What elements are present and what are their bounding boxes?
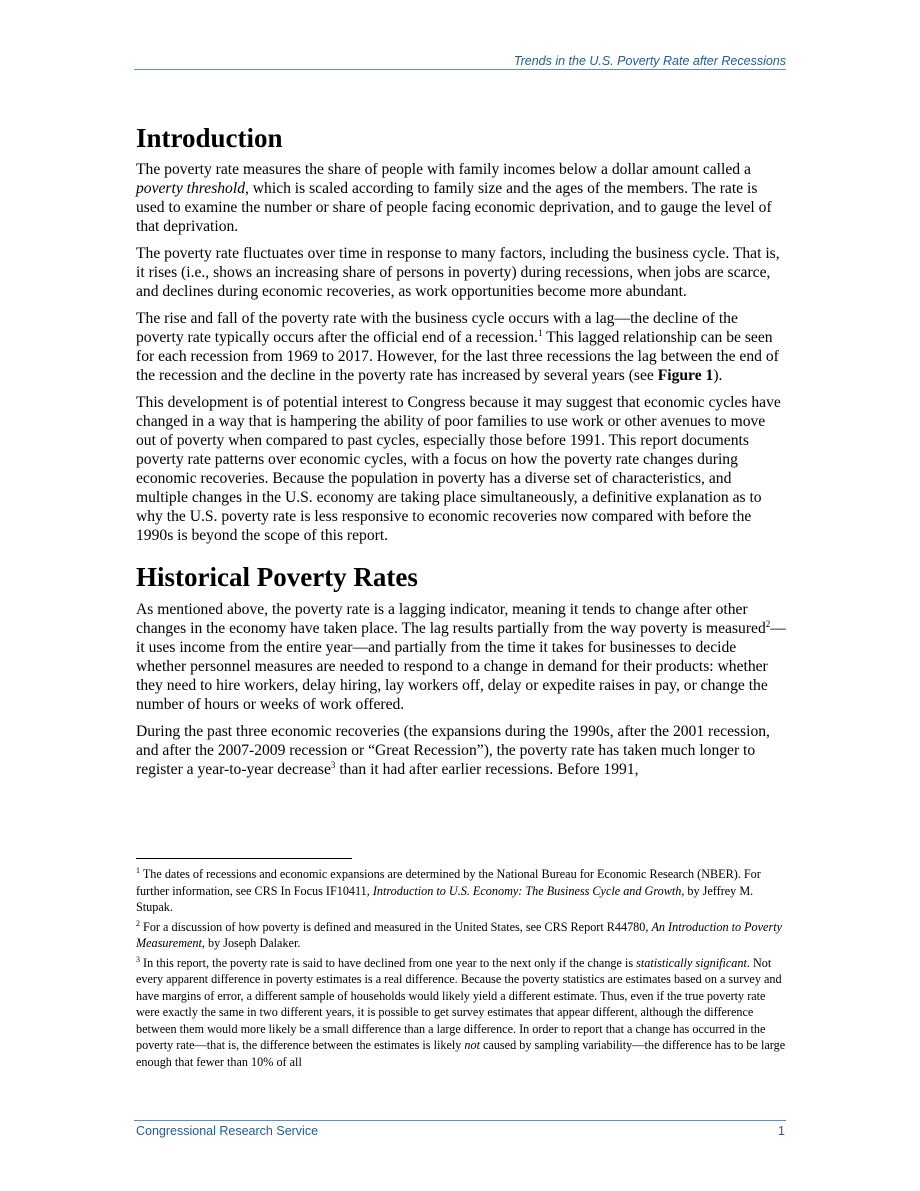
footnote-2: $^2$ For a discussion of how poverty is defined and measured in the United States, see CRS Report R44780, An Introduction to Poverty Measurement, by Joseph Dalaker. <box>136 918 783 950</box>
footnote-rule <box>136 858 352 859</box>
footnote-ref-3[interactable]: 3 <box>330 759 336 770</box>
running-title: Trends in the U.S. Poverty Rate after Recessions <box>513 54 786 68</box>
footnote-ref-2[interactable]: 2 <box>765 618 771 629</box>
header-rule <box>134 69 786 70</box>
footer-rule <box>134 1120 786 1121</box>
historical-paragraph-1: As mentioned above, the poverty rate is a lagging indicator, meaning it tends to change after other changes in the economy have taken place. The lag results partially from the way poverty is measured$^2$—it uses income from the entire year—and partially from the time it takes for businesses to decide whether personnel measures are needed to respond to a change in demand for their products: whether they need to hire workers, delay hiring, lay workers off, delay or expedite raises in pay, or change the number of hours or weeks of work offered. <box>136 600 786 713</box>
introduction-heading: Introduction <box>136 123 283 153</box>
main-content <box>136 122 786 787</box>
footnotes <box>136 866 786 1073</box>
intro-paragraph-1: The poverty rate measures the share of people with family incomes below a dollar amount called a poverty threshold, which is scaled according to family size and the ages of the members. The rate is used to examine the number or share of people facing economic deprivation, and to gauge the level of that deprivation. <box>136 161 772 236</box>
intro-paragraph-3: The rise and fall of the poverty rate with the business cycle occurs with a lag—the decline of the poverty rate typically occurs after the official end of a recession.$^1$ This lagged relationship can be seen for each recession from 1969 to 2017. However, for the last three recessions the lag between the end of the recession and the decline in the poverty rate has increased by several years (see Figure 1). <box>136 310 779 385</box>
figure-1-reference[interactable]: Figure 1 <box>657 367 714 385</box>
intro-paragraph-4: This development is of potential interest to Congress because it may suggest that economic cycles have changed in a way that is hampering the ability of poor families to use work or other avenues to move out of poverty when compared to past cycles, especially those before 1991. This report documents poverty rate patterns over economic cycles, with a focus on how the poverty rate changes during economic recoveries. Because the population in poverty has a diverse set of characteristics, and multiple changes in the U.S. economy are taking place simultaneously, a definitive explanation as to why the U.S. poverty rate is less responsive to economic recoveries now compared with before the 1990s is beyond the scope of this report. <box>136 394 781 545</box>
historical-paragraph-2: During the past three economic recoveries (the expansions during the 1990s, after the 2001 recession, and after the 2007-2009 recession or “Great Recession”), the poverty rate has taken much longer to register a year-to-year decrease$^3$ than it had after earlier recessions. Before 1991, <box>136 722 770 778</box>
footnote-3: $^3$ In this report, the poverty rate is said to have declined from one year to the next only if the change is statistically significant. Not every apparent difference in poverty estimates is a real difference. Because the poverty statistics are estimates based on a survey and have margins of error, a different sample of households would likely yield a different estimate. Thus, even if the true poverty rate were exactly the same in two different years, it is possible to get survey estimates that appear different, although the difference between them would more likely be a small difference than a large difference. In order to report that a change has occurred in the poverty rate—that is, the difference between the estimates is likely not caused by sampling variability—the difference has to be large enough that fewer than 10% of all <box>136 954 786 1069</box>
footnote-ref-1[interactable]: 1 <box>537 328 543 339</box>
footnote-1: $^1$ The dates of recessions and economic expansions are determined by the National Bureau for Economic Research (NBER). For further information, see CRS In Focus IF10411, Introduction to U.S. Economy: The Business Cycle and Growth, by Jeffrey M. Stupak. <box>136 865 761 914</box>
historical-poverty-rates-heading: Historical Poverty Rates <box>136 562 418 593</box>
footer-organization: Congressional Research Service <box>136 1124 319 1138</box>
page-number: 1 <box>778 1124 785 1138</box>
intro-paragraph-2: The poverty rate fluctuates over time in response to many factors, including the business cycle. That is, it rises (i.e., shows an increasing share of persons in poverty) during recessions, when jobs are scarce, and declines during economic recoveries, as work opportunities become more abundant. <box>136 245 780 301</box>
